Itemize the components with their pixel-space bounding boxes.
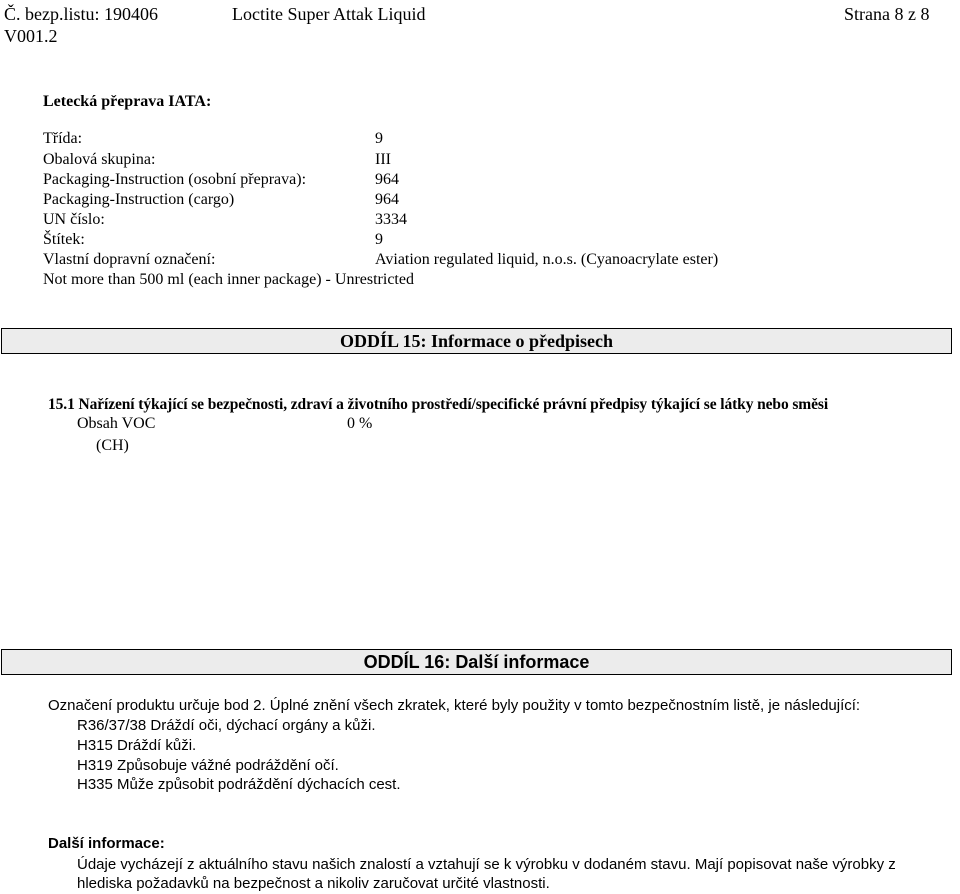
voc-label: Obsah VOC <box>77 415 156 432</box>
iata-row-label: Packaging-Instruction (cargo) <box>43 191 235 208</box>
list-item: H315 Dráždí kůži. <box>77 737 197 754</box>
iata-note: Not more than 500 ml (each inner package) - Unrestricted <box>43 271 414 288</box>
section-16-intro: Označení produktu určuje bod 2. Úplné znění všech zkratek, které byly použity v tomto bezpečnostním listě, je následující: <box>48 697 861 714</box>
section-15-title: ODDÍL 15: Informace o předpisech <box>340 331 613 351</box>
product-name: Loctite Super Attak Liquid <box>232 4 426 24</box>
list-item: R36/37/38 Dráždí oči, dýchací orgány a kůži. <box>77 717 376 734</box>
iata-heading: Letecká přeprava IATA: <box>43 93 212 110</box>
list-item: H319 Způsobuje vážné podráždění očí. <box>77 757 339 774</box>
section-16-title: ODDÍL 16: Další informace <box>363 652 590 672</box>
iata-row-value: 9 <box>375 231 383 248</box>
iata-row-label: Štítek: <box>43 231 85 248</box>
further-info-heading: Další informace: <box>48 835 165 852</box>
iata-row-value: 9 <box>375 130 383 147</box>
voc-value: 0 % <box>347 415 373 432</box>
section-16-header <box>1 649 952 675</box>
iata-row-value: 964 <box>375 171 399 188</box>
sheet-number: Č. bezp.listu: 190406 <box>4 4 158 24</box>
further-info-line: Údaje vycházejí z aktuálního stavu našich znalostí a vztahují se k výrobku v dodaném stavu. Mají popisovat naše výrobky z <box>77 856 896 873</box>
section-15-header <box>1 328 952 354</box>
iata-row-value: Aviation regulated liquid, n.o.s. (Cyanoacrylate ester) <box>375 251 719 268</box>
iata-row-value: III <box>375 151 391 168</box>
iata-row-label: Obalová skupina: <box>43 151 156 168</box>
further-info-line: hlediska požadavků na bezpečnost a nikoliv zaručovat určité vlastnosti. <box>77 875 550 892</box>
list-item: H335 Může způsobit podráždění dýchacích cest. <box>77 776 401 793</box>
iata-row-value: 964 <box>375 191 399 208</box>
iata-row-value: 3334 <box>375 211 407 228</box>
iata-row-label: Třída: <box>43 130 83 147</box>
iata-row-label: Packaging-Instruction (osobní přeprava): <box>43 171 307 188</box>
voc-region: (CH) <box>96 437 129 454</box>
section-15-1-heading: 15.1 Nařízení týkající se bezpečnosti, zdraví a životního prostředí/specifické právní předpisy týkající se látky nebo směsi <box>48 396 829 413</box>
iata-row-label: UN číslo: <box>43 211 105 228</box>
version-label: V001.2 <box>4 26 58 46</box>
iata-row-label: Vlastní dopravní označení: <box>43 251 216 268</box>
page-indicator: Strana 8 z 8 <box>844 4 930 24</box>
